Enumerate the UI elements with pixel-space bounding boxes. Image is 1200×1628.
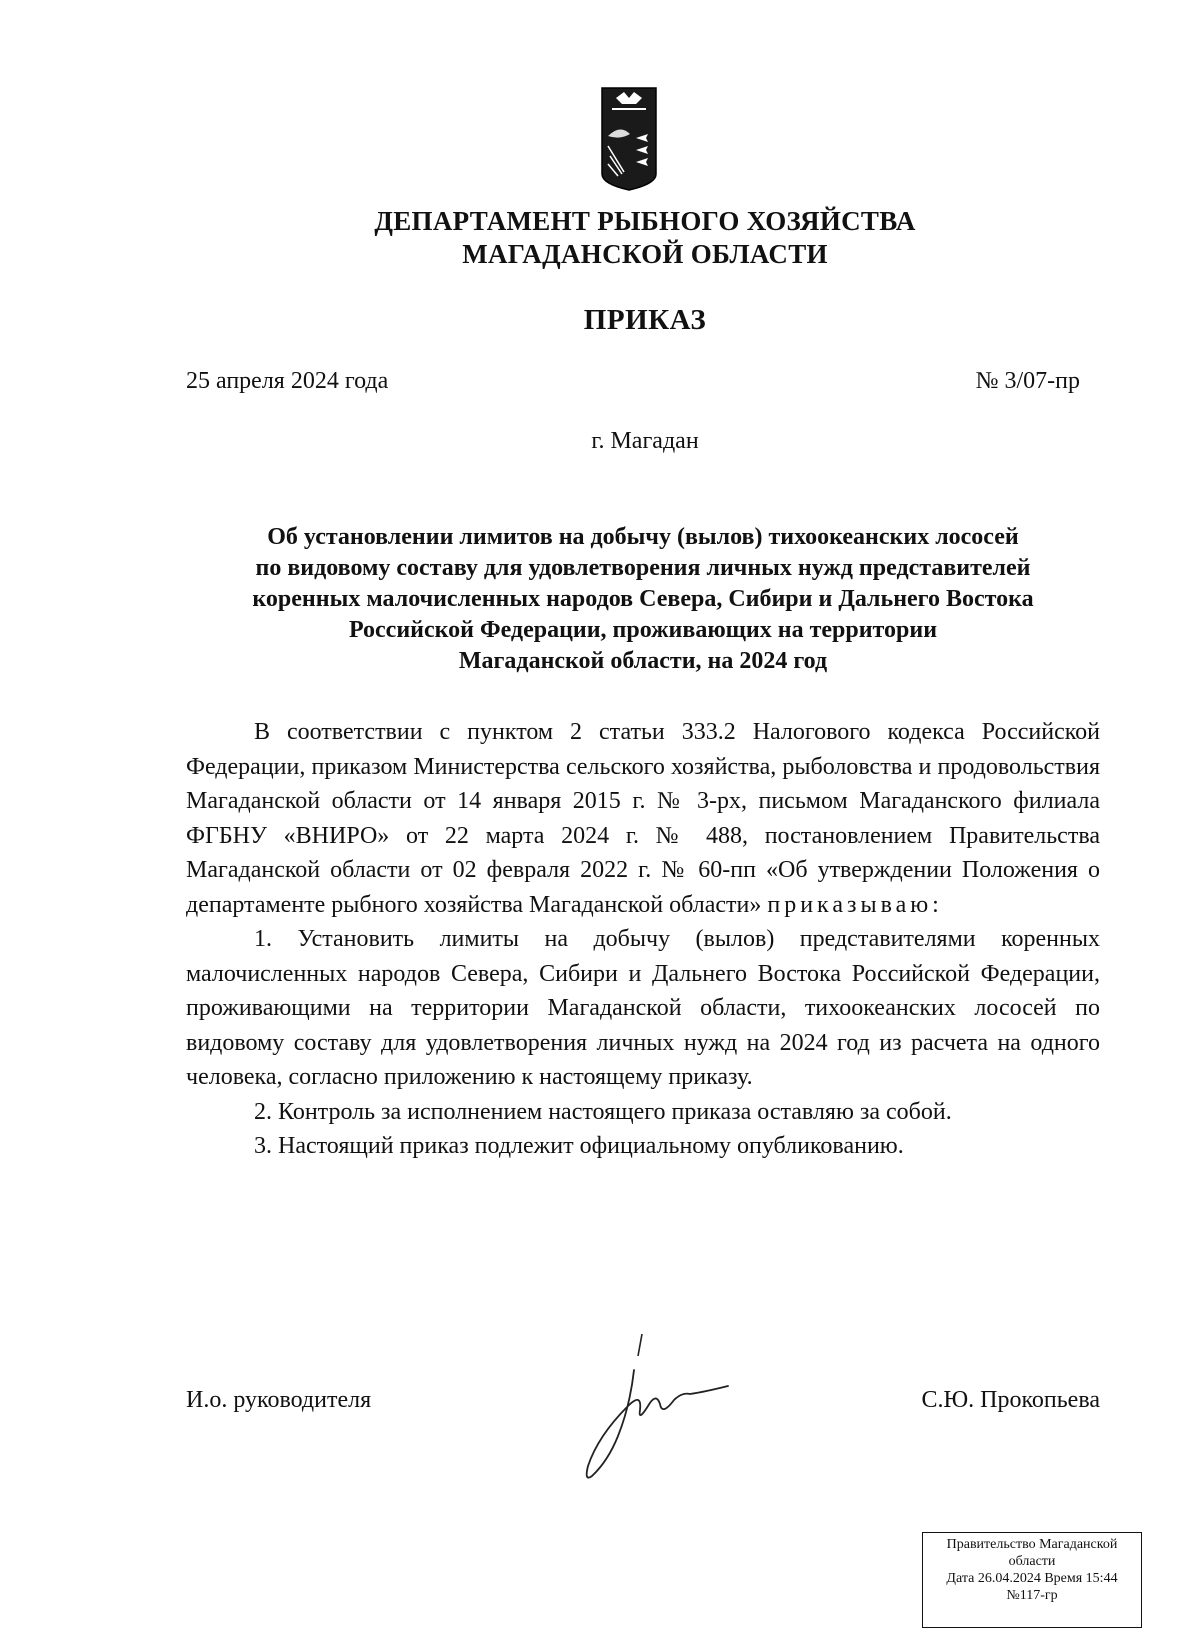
signatory-name: С.Ю. Прокопьева bbox=[921, 1387, 1100, 1413]
document-title bbox=[186, 522, 1100, 677]
registration-stamp bbox=[922, 1532, 1142, 1628]
document-body bbox=[186, 715, 1100, 1164]
title-line: по видовому составу для удовлетворения личных нужд представителей bbox=[255, 555, 1031, 581]
preamble-paragraph bbox=[186, 715, 1100, 922]
stamp-line: №117-гр bbox=[1006, 1588, 1058, 1603]
preamble-text: В соответствии с пунктом 2 статьи 333.2 Налогового кодекса Российской Федерации, приказом Министерства сельского хозяйства, рыболовства и продовольствия Магаданской области от 14 января 2015 г. № 3-рх, письмом Магаданского филиала ФГБНУ «ВНИРО» от 22 марта 2024 г. № 488, постановлением Правительства Магаданской области от 02 февраля 2022 г. № 60-пп «Об утверждении Положения о департаменте рыбного хозяйства Магаданской области» bbox=[186, 719, 1100, 918]
title-line: коренных малочисленных народов Севера, Сибири и Дальнего Востока bbox=[252, 586, 1034, 612]
order-word: приказываю: bbox=[767, 891, 943, 918]
stamp-line: области bbox=[1008, 1554, 1056, 1569]
title-line: Российской Федерации, проживающих на территории bbox=[348, 617, 938, 643]
signatory-position: И.о. руководителя bbox=[186, 1387, 372, 1413]
stamp-line: Правительство Магаданской bbox=[946, 1537, 1118, 1552]
document-city: г. Магадан bbox=[591, 428, 699, 454]
order-item-2: 2. Контроль за исполнением настоящего приказа оставляю за собой. bbox=[254, 1098, 952, 1125]
title-line: Магаданской области, на 2024 год bbox=[458, 648, 828, 674]
document-type: ПРИКАЗ bbox=[583, 304, 707, 336]
department-name-line1: ДЕПАРТАМЕНТ РЫБНОГО ХОЗЯЙСТВА bbox=[374, 206, 916, 236]
document-date: 25 апреля 2024 года bbox=[186, 368, 389, 394]
stamp-line: Дата 26.04.2024 Время 15:44 bbox=[946, 1571, 1118, 1586]
handwritten-signature bbox=[578, 1326, 748, 1486]
title-line: Об установлении лимитов на добычу (вылов) тихоокеанских лососей bbox=[267, 524, 1019, 550]
department-name-line2: МАГАДАНСКОЙ ОБЛАСТИ bbox=[462, 239, 828, 269]
order-item-3: 3. Настоящий приказ подлежит официальному опубликованию. bbox=[254, 1133, 904, 1159]
coat-of-arms-emblem bbox=[600, 86, 658, 192]
order-item-1: 1. Установить лимиты на добычу (вылов) представителями коренных малочисленных народов Севера, Сибири и Дальнего Востока Российской Федерации, проживающими на территории Магаданской области, тихоокеанских лососей по видовому составу для удовлетворения личных нужд на 2024 год из расчета на одного человека, согласно приложению к настоящему приказу. bbox=[186, 926, 1100, 1090]
document-number: № 3/07-пр bbox=[975, 368, 1080, 394]
